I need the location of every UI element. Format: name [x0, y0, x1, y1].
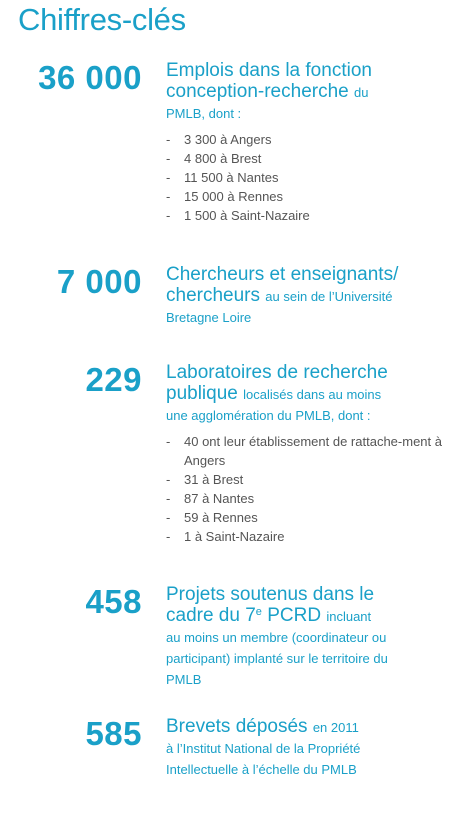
key-figure-headline-end: PCRD [267, 605, 322, 626]
key-figure-number: 229 [85, 361, 142, 398]
page-title: Chiffres-clés [18, 2, 186, 37]
key-figure-number: 36 000 [38, 59, 142, 96]
key-figure-inline-text: en 2011 [312, 720, 359, 735]
key-figure-inline-text: incluant [326, 609, 372, 624]
key-figure-inline-text: localisés dans au moins [243, 387, 382, 402]
list-item: - 15 000 à Rennes [166, 189, 284, 204]
key-figure-after-text: une agglomération du PMLB, dont : [166, 408, 371, 423]
key-figure-number: 458 [85, 583, 142, 620]
list-item: - 87 à Nantes [166, 491, 255, 506]
key-figure-after-text: Bretagne Loire [166, 310, 252, 325]
key-figure-list [166, 432, 456, 546]
key-figure-list [166, 130, 456, 225]
key-figure-headline: Projets soutenus dans le cadre du 7 [166, 584, 375, 626]
key-figure-description [166, 60, 456, 225]
key-figure-headline: Brevets déposés [166, 716, 308, 737]
list-item: - 31 à Brest [166, 472, 244, 487]
key-figure-after-text: au moins un membre (coordinateur ou participant) implanté sur le territoire du PMLB [166, 630, 388, 687]
key-figure-description [166, 716, 456, 780]
key-figure-headline: Emplois dans la fonction conception-recherche [166, 60, 372, 102]
ordinal-superscript: e [255, 606, 262, 618]
key-figure-after-text: PMLB, dont : [166, 106, 242, 121]
key-figure-number: 7 000 [56, 263, 142, 300]
list-item: - 1 500 à Saint-Nazaire [166, 208, 310, 223]
list-item: - 4 800 à Brest [166, 151, 262, 166]
list-item: - 3 300 à Angers [166, 132, 272, 147]
key-figure-inline-text: du [354, 85, 369, 100]
list-item: - 11 500 à Nantes [166, 170, 279, 185]
key-figure-description [166, 264, 456, 328]
key-figure-headline: Chercheurs et enseignants/ chercheurs [166, 264, 399, 306]
key-figure-number: 585 [85, 715, 142, 752]
list-item: - 59 à Rennes [166, 510, 258, 525]
key-figure-inline-text: au sein de l’Université [265, 289, 393, 304]
key-figure-description [166, 584, 456, 690]
key-figure-after-text: à l’Institut National de la Propriété Intellectuelle à l’échelle du PMLB [166, 741, 361, 777]
key-figure-headline: Laboratoires de recherche publique [166, 362, 388, 404]
list-item: - 40 ont leur établissement de rattache-ment à Angers [166, 434, 442, 468]
key-figure-description [166, 362, 456, 546]
list-item: - 1 à Saint-Nazaire [166, 529, 285, 544]
